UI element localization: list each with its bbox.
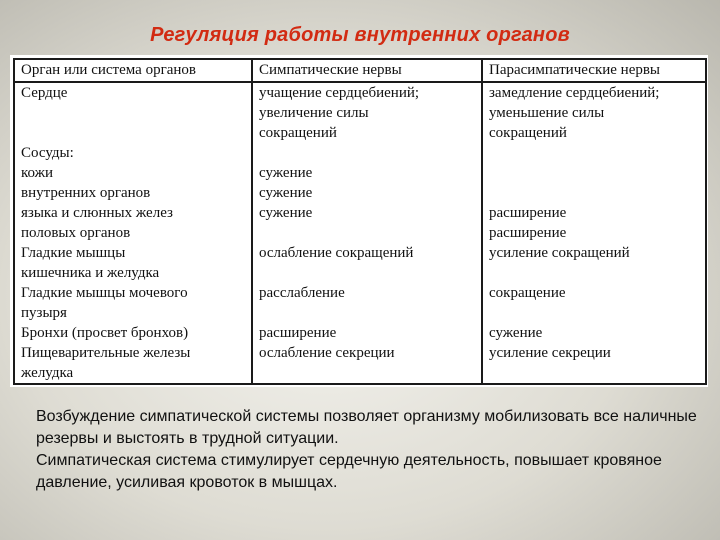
caption-text (36, 406, 706, 494)
cell-organ: пузыря (14, 303, 252, 323)
cell-parasympathetic: усиление секреции (482, 343, 706, 363)
cell-sympathetic: сужение (252, 183, 482, 203)
cell-parasympathetic: сокращений (482, 123, 706, 143)
cell-organ: кишечника и желудка (14, 263, 252, 283)
cell-sympathetic (252, 223, 482, 243)
cell-sympathetic (252, 363, 482, 384)
table-row (14, 82, 706, 103)
cell-parasympathetic: расширение (482, 223, 706, 243)
cell-organ: кожи (14, 163, 252, 183)
table-row (14, 263, 706, 283)
caption-paragraph-2: Симпатическая система стимулирует сердечную деятельность, повышает кровяное давление, усиливая кровоток в мышцах. (36, 452, 662, 491)
cell-sympathetic: учащение сердцебиений; (252, 82, 482, 103)
cell-parasympathetic: усиление сокращений (482, 243, 706, 263)
cell-parasympathetic (482, 143, 706, 163)
cell-parasympathetic: уменьшение силы (482, 103, 706, 123)
cell-sympathetic: сужение (252, 203, 482, 223)
cell-parasympathetic: сокращение (482, 283, 706, 303)
cell-parasympathetic: расширение (482, 203, 706, 223)
header-organ: Орган или система органов (14, 59, 252, 82)
cell-sympathetic (252, 303, 482, 323)
table-header-row (14, 59, 706, 82)
table-row (14, 183, 706, 203)
cell-organ: Сердце (14, 82, 252, 103)
cell-parasympathetic (482, 303, 706, 323)
table-row (14, 163, 706, 183)
table-row (14, 363, 706, 384)
table-body (14, 82, 706, 384)
cell-sympathetic: ослабление сокращений (252, 243, 482, 263)
table-row (14, 123, 706, 143)
cell-sympathetic (252, 263, 482, 283)
cell-organ: Пищеварительные железы (14, 343, 252, 363)
organ-regulation-table (13, 58, 707, 385)
cell-sympathetic: ослабление секреции (252, 343, 482, 363)
cell-organ: Гладкие мышцы мочевого (14, 283, 252, 303)
table-row (14, 303, 706, 323)
slide-title: Регуляция работы внутренних органов (150, 24, 570, 46)
cell-sympathetic (252, 143, 482, 163)
cell-organ: Бронхи (просвет бронхов) (14, 323, 252, 343)
cell-parasympathetic: сужение (482, 323, 706, 343)
header-sympathetic: Симпатические нервы (252, 59, 482, 82)
cell-parasympathetic (482, 263, 706, 283)
cell-organ: половых органов (14, 223, 252, 243)
caption-paragraph-1: Возбуждение симпатической системы позволяет организму мобилизовать все наличные резервы и выстоять в трудной ситуации. (36, 408, 697, 447)
cell-sympathetic: сокращений (252, 123, 482, 143)
table-row (14, 343, 706, 363)
table-row (14, 223, 706, 243)
cell-organ: внутренних органов (14, 183, 252, 203)
cell-sympathetic: увеличение силы (252, 103, 482, 123)
table-row (14, 243, 706, 263)
cell-sympathetic: расслабление (252, 283, 482, 303)
cell-organ (14, 123, 252, 143)
cell-parasympathetic (482, 363, 706, 384)
cell-parasympathetic: замедление сердцебиений; (482, 82, 706, 103)
cell-organ: языка и слюнных желез (14, 203, 252, 223)
header-parasympathetic: Парасимпатические нервы (482, 59, 706, 82)
cell-parasympathetic (482, 183, 706, 203)
cell-sympathetic: расширение (252, 323, 482, 343)
table-row (14, 143, 706, 163)
cell-organ: желудка (14, 363, 252, 384)
table-row (14, 283, 706, 303)
cell-organ: Сосуды: (14, 143, 252, 163)
cell-parasympathetic (482, 163, 706, 183)
table-row (14, 323, 706, 343)
cell-organ (14, 103, 252, 123)
cell-organ: Гладкие мышцы (14, 243, 252, 263)
cell-sympathetic: сужение (252, 163, 482, 183)
table-row (14, 103, 706, 123)
table-frame (10, 55, 708, 387)
table-row (14, 203, 706, 223)
